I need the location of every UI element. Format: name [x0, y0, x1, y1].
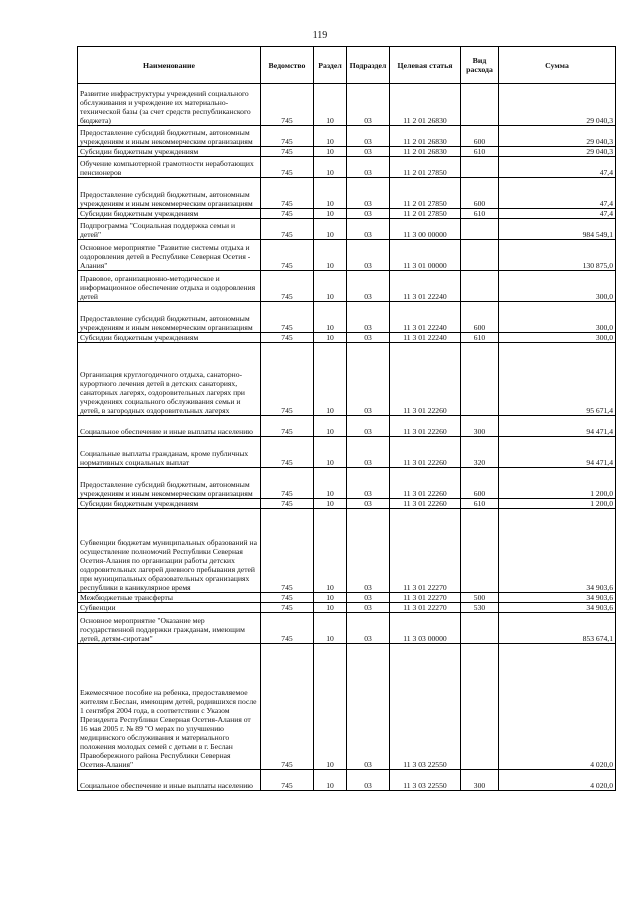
row-podrazdel: 03	[347, 468, 390, 499]
row-name: Социальные выплаты гражданам, кроме публичных нормативных социальных выплат	[78, 437, 261, 468]
row-summa: 1 200,0	[499, 499, 616, 509]
row-statya: 11 3 01 00000	[390, 240, 461, 271]
row-razdel: 10	[314, 178, 347, 209]
row-vedomstvo: 745	[261, 147, 314, 157]
row-vid-raskhoda: 610	[461, 499, 499, 509]
row-name: Социальное обеспечение и иные выплаты населению	[78, 416, 261, 437]
row-summa: 29 040,3	[499, 126, 616, 147]
row-summa: 1 200,0	[499, 468, 616, 499]
row-vid-raskhoda	[461, 343, 499, 416]
row-razdel: 10	[314, 157, 347, 178]
row-name: Межбюджетные трансферты	[78, 593, 261, 603]
row-podrazdel: 03	[347, 644, 390, 770]
table-row	[78, 271, 616, 302]
row-summa: 130 875,0	[499, 240, 616, 271]
row-statya: 11 3 00 00000	[390, 219, 461, 240]
row-vedomstvo: 745	[261, 343, 314, 416]
row-vid-raskhoda: 300	[461, 416, 499, 437]
row-statya: 11 3 01 22260	[390, 499, 461, 509]
row-name: Основное мероприятие "Развитие системы отдыха и оздоровления детей в Республике Северная Осетия - Алания"	[78, 240, 261, 271]
row-vedomstvo: 745	[261, 416, 314, 437]
row-vedomstvo: 745	[261, 499, 314, 509]
table-row	[78, 178, 616, 209]
header-vedomstvo: Ведомство	[261, 47, 314, 84]
row-summa: 95 671,4	[499, 343, 616, 416]
row-name: Субвенции	[78, 603, 261, 613]
row-podrazdel: 03	[347, 333, 390, 343]
row-vid-raskhoda	[461, 84, 499, 126]
row-name: Правовое, организационно-методическое и информационное обеспечение отдыха и оздоровления детей	[78, 271, 261, 302]
row-podrazdel: 03	[347, 509, 390, 593]
row-name: Предоставление субсидий бюджетным, автономным учреждениям и иным некоммерческим организациям	[78, 468, 261, 499]
row-statya: 11 3 03 22550	[390, 770, 461, 791]
table-row	[78, 219, 616, 240]
row-name: Субсидии бюджетным учреждениям	[78, 209, 261, 219]
row-vedomstvo: 745	[261, 603, 314, 613]
row-podrazdel: 03	[347, 499, 390, 509]
row-vid-raskhoda	[461, 271, 499, 302]
row-statya: 11 2 01 27850	[390, 209, 461, 219]
row-vid-raskhoda: 600	[461, 178, 499, 209]
table-row	[78, 499, 616, 509]
row-name: Ежемесячное пособие на ребенка, предоставляемое жителям г.Беслан, имеющим детей, родившихся после 1 сентября 2004 года, в соответствии с Указом Президента Республики Северная Осетия-Алания от 16 мая 2005 г. № 89 "О мерах по улучшению медицинского обслуживания и материального положения молодых семей с детьми в г. Беслан Правобережного района Республики Северная Осетия-Алания"	[78, 644, 261, 770]
row-vid-raskhoda: 600	[461, 302, 499, 333]
row-summa: 34 903,6	[499, 593, 616, 603]
row-statya: 11 2 01 27850	[390, 157, 461, 178]
row-vedomstvo: 745	[261, 509, 314, 593]
table-header-row	[78, 47, 616, 84]
table-row	[78, 613, 616, 644]
row-podrazdel: 03	[347, 302, 390, 333]
row-statya: 11 2 01 26830	[390, 147, 461, 157]
row-vedomstvo: 745	[261, 302, 314, 333]
header-vid-raskhoda: Вид расхода	[461, 47, 499, 84]
row-podrazdel: 03	[347, 178, 390, 209]
header-podrazdel: Подраздел	[347, 47, 390, 84]
row-razdel: 10	[314, 84, 347, 126]
row-razdel: 10	[314, 343, 347, 416]
row-vedomstvo: 745	[261, 333, 314, 343]
row-podrazdel: 03	[347, 209, 390, 219]
row-vid-raskhoda: 610	[461, 147, 499, 157]
row-vid-raskhoda	[461, 219, 499, 240]
row-statya: 11 3 03 00000	[390, 613, 461, 644]
row-vedomstvo: 745	[261, 770, 314, 791]
row-vedomstvo: 745	[261, 126, 314, 147]
page-number: 119	[312, 30, 328, 41]
table-body	[78, 84, 616, 791]
row-statya: 11 2 01 26830	[390, 126, 461, 147]
header-statya: Целевая статья	[390, 47, 461, 84]
row-statya: 11 3 01 22240	[390, 302, 461, 333]
row-razdel: 10	[314, 147, 347, 157]
row-summa: 94 471,4	[499, 416, 616, 437]
row-podrazdel: 03	[347, 603, 390, 613]
row-statya: 11 3 01 22270	[390, 509, 461, 593]
row-name: Субвенции бюджетам муниципальных образований на осуществление полномочий Республики Северная Осетия-Алания по организации работы детских оздоровительных лагерей дневного пребывания детей при муниципальных образовательных организациях республики в каникулярное время	[78, 509, 261, 593]
row-vid-raskhoda: 500	[461, 593, 499, 603]
row-summa: 47,4	[499, 178, 616, 209]
row-vid-raskhoda: 600	[461, 126, 499, 147]
row-name: Предоставление субсидий бюджетным, автономным учреждениям и иным некоммерческим организациям	[78, 302, 261, 333]
row-summa: 4 020,0	[499, 644, 616, 770]
row-summa: 47,4	[499, 209, 616, 219]
row-statya: 11 3 01 22260	[390, 343, 461, 416]
table-row	[78, 343, 616, 416]
row-vedomstvo: 745	[261, 219, 314, 240]
row-vedomstvo: 745	[261, 437, 314, 468]
row-vid-raskhoda: 300	[461, 770, 499, 791]
row-statya: 11 3 01 22260	[390, 416, 461, 437]
table-row	[78, 126, 616, 147]
row-podrazdel: 03	[347, 157, 390, 178]
row-name: Социальное обеспечение и иные выплаты населению	[78, 770, 261, 791]
table-row	[78, 157, 616, 178]
row-statya: 11 3 01 22260	[390, 468, 461, 499]
row-vedomstvo: 745	[261, 271, 314, 302]
row-razdel: 10	[314, 416, 347, 437]
table-row	[78, 603, 616, 613]
row-vedomstvo: 745	[261, 157, 314, 178]
row-podrazdel: 03	[347, 416, 390, 437]
table-row	[78, 468, 616, 499]
row-statya: 11 3 01 22270	[390, 603, 461, 613]
row-razdel: 10	[314, 219, 347, 240]
row-podrazdel: 03	[347, 126, 390, 147]
row-podrazdel: 03	[347, 343, 390, 416]
row-razdel: 10	[314, 271, 347, 302]
row-podrazdel: 03	[347, 219, 390, 240]
header-name: Наименование	[78, 47, 261, 84]
row-razdel: 10	[314, 593, 347, 603]
row-vid-raskhoda: 610	[461, 209, 499, 219]
table-row	[78, 302, 616, 333]
row-summa: 94 471,4	[499, 437, 616, 468]
row-vedomstvo: 745	[261, 178, 314, 209]
row-razdel: 10	[314, 126, 347, 147]
row-summa: 47,4	[499, 157, 616, 178]
row-vid-raskhoda: 320	[461, 437, 499, 468]
row-podrazdel: 03	[347, 240, 390, 271]
row-summa: 300,0	[499, 302, 616, 333]
row-summa: 34 903,6	[499, 603, 616, 613]
row-razdel: 10	[314, 437, 347, 468]
table-row	[78, 416, 616, 437]
row-vid-raskhoda: 600	[461, 468, 499, 499]
row-statya: 11 3 01 22240	[390, 271, 461, 302]
row-vedomstvo: 745	[261, 468, 314, 499]
row-name: Развитие инфраструктуры учреждений социального обслуживания и учреждение их материально-технической базы (за счет средств республиканского бюджета)	[78, 84, 261, 126]
table-row	[78, 240, 616, 271]
row-name: Субсидии бюджетным учреждениям	[78, 147, 261, 157]
row-vedomstvo: 745	[261, 84, 314, 126]
row-razdel: 10	[314, 468, 347, 499]
row-name: Предоставление субсидий бюджетным, автономным учреждениям и иным некоммерческим организациям	[78, 126, 261, 147]
row-razdel: 10	[314, 499, 347, 509]
row-name: Организация круглогодичного отдыха, санаторно-курортного лечения детей в детских санаториях, санаторных лагерях, оздоровительных лагерях при учреждениях социального обслуживания семьи и детей, в загородных оздоровительных лагерях	[78, 343, 261, 416]
row-vid-raskhoda	[461, 509, 499, 593]
row-podrazdel: 03	[347, 84, 390, 126]
row-summa: 4 020,0	[499, 770, 616, 791]
header-razdel: Раздел	[314, 47, 347, 84]
row-razdel: 10	[314, 209, 347, 219]
row-vid-raskhoda	[461, 613, 499, 644]
row-vid-raskhoda	[461, 644, 499, 770]
row-summa: 29 040,3	[499, 84, 616, 126]
row-razdel: 10	[314, 603, 347, 613]
header-summa: Сумма	[499, 47, 616, 84]
row-vedomstvo: 745	[261, 613, 314, 644]
row-statya: 11 3 01 22240	[390, 333, 461, 343]
row-name: Основное мероприятие "Оказание мер государственной поддержки гражданам, имеющим детей, детям-сиротам"	[78, 613, 261, 644]
row-razdel: 10	[314, 302, 347, 333]
row-vid-raskhoda	[461, 240, 499, 271]
row-statya: 11 3 03 22550	[390, 644, 461, 770]
row-podrazdel: 03	[347, 437, 390, 468]
table-row	[78, 209, 616, 219]
row-statya: 11 2 01 26830	[390, 84, 461, 126]
table-row	[78, 593, 616, 603]
row-vedomstvo: 745	[261, 209, 314, 219]
row-summa: 29 040,3	[499, 147, 616, 157]
row-name: Субсидии бюджетным учреждениям	[78, 333, 261, 343]
table-row	[78, 147, 616, 157]
budget-table	[77, 46, 616, 791]
table-row	[78, 437, 616, 468]
row-statya: 11 3 01 22260	[390, 437, 461, 468]
row-razdel: 10	[314, 240, 347, 271]
row-razdel: 10	[314, 333, 347, 343]
table-row	[78, 509, 616, 593]
row-name: Предоставление субсидий бюджетным, автономным учреждениям и иным некоммерческим организациям	[78, 178, 261, 209]
row-razdel: 10	[314, 509, 347, 593]
row-name: Подпрограмма "Социальная поддержка семьи и детей"	[78, 219, 261, 240]
row-name: Обучение компьютерной грамотности неработающих пенсионеров	[78, 157, 261, 178]
row-podrazdel: 03	[347, 593, 390, 603]
row-razdel: 10	[314, 770, 347, 791]
table-row	[78, 770, 616, 791]
row-summa: 300,0	[499, 271, 616, 302]
row-podrazdel: 03	[347, 271, 390, 302]
row-podrazdel: 03	[347, 770, 390, 791]
row-podrazdel: 03	[347, 613, 390, 644]
row-razdel: 10	[314, 644, 347, 770]
row-vedomstvo: 745	[261, 593, 314, 603]
table-row	[78, 644, 616, 770]
row-summa: 34 903,6	[499, 509, 616, 593]
row-name: Субсидии бюджетным учреждениям	[78, 499, 261, 509]
table-row	[78, 333, 616, 343]
row-summa: 300,0	[499, 333, 616, 343]
row-vid-raskhoda: 610	[461, 333, 499, 343]
row-statya: 11 3 01 22270	[390, 593, 461, 603]
row-summa: 984 549,1	[499, 219, 616, 240]
row-razdel: 10	[314, 613, 347, 644]
row-vid-raskhoda: 530	[461, 603, 499, 613]
row-statya: 11 2 01 27850	[390, 178, 461, 209]
row-vid-raskhoda	[461, 157, 499, 178]
table-row	[78, 84, 616, 126]
row-vedomstvo: 745	[261, 240, 314, 271]
row-vedomstvo: 745	[261, 644, 314, 770]
row-podrazdel: 03	[347, 147, 390, 157]
row-summa: 853 674,1	[499, 613, 616, 644]
